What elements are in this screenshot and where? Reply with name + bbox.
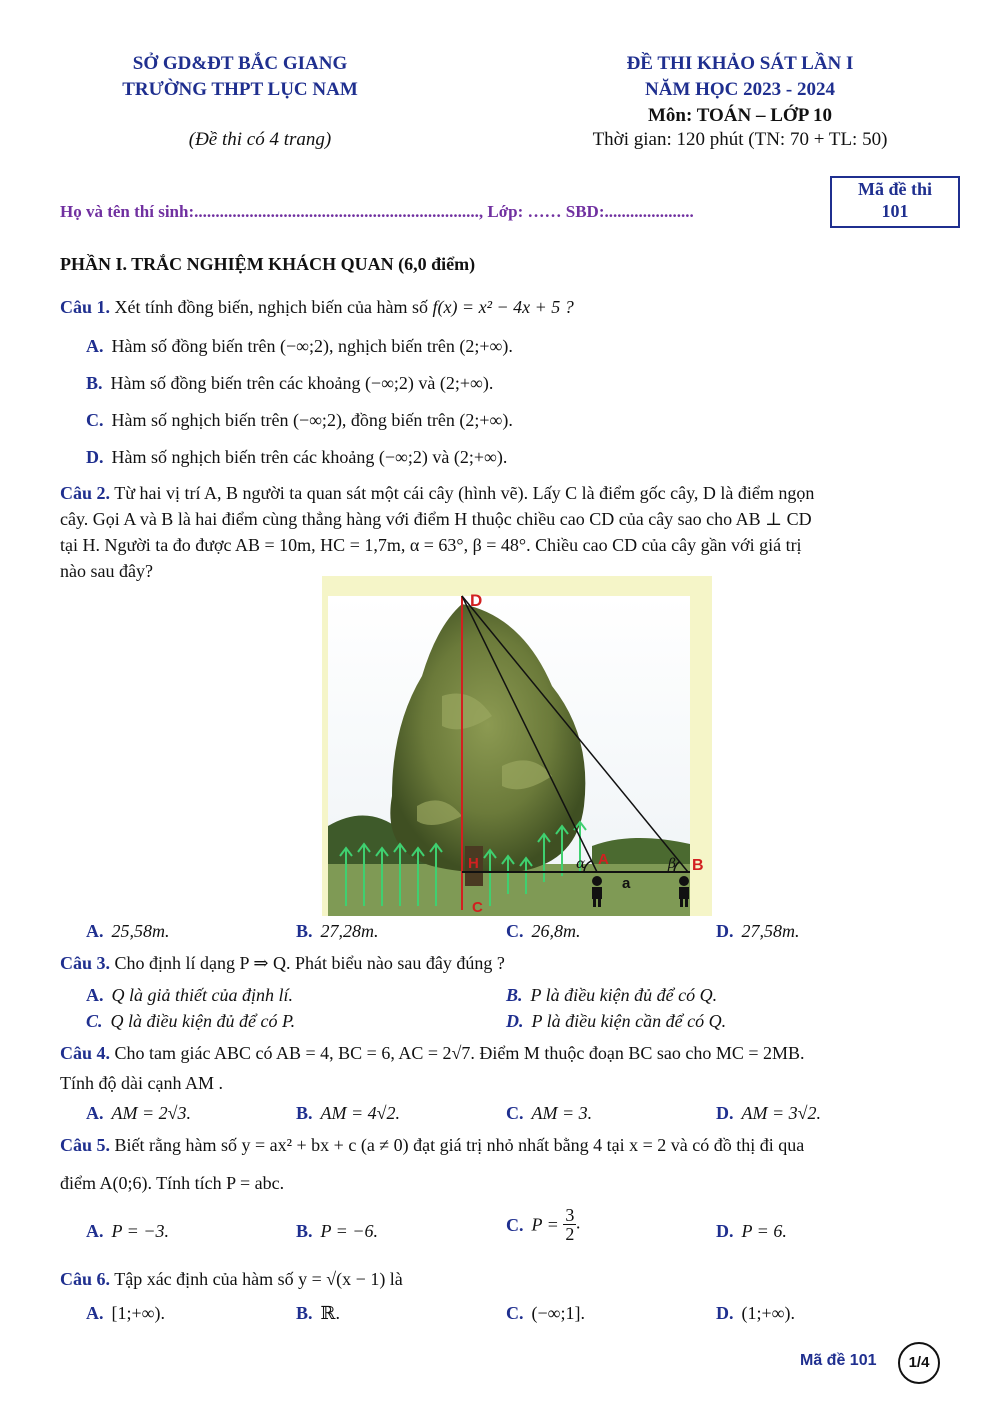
q6-option-a[interactable]: A. [1;+∞). — [86, 1303, 165, 1323]
q4-option-b[interactable]: B. AM = 4√2. — [296, 1103, 401, 1123]
q1-option-d[interactable]: D. Hàm số nghịch biến trên các khoảng (−∞;2) và (2;+∞). — [86, 447, 508, 467]
q2-option-d[interactable]: D. 27,58m. — [716, 921, 800, 941]
q3-option-d[interactable]: D. P là điều kiện cần để có Q. — [506, 1011, 727, 1031]
dept-name: SỞ GD&ĐT BẮC GIANG — [132, 53, 348, 74]
exam-code-label: Mã đề thi — [858, 179, 932, 199]
page-number-badge: 1/4 — [898, 1342, 940, 1384]
q2-option-a[interactable]: A. 25,58m. — [86, 921, 170, 941]
q5-label: Câu 5. — [60, 1135, 111, 1155]
q2-option-b[interactable]: B. 27,28m. — [296, 921, 379, 941]
q1-label: Câu 1. — [60, 297, 111, 317]
q5-line2: điểm A(0;6). Tính tích P = abc. — [60, 1173, 285, 1193]
q1-stem — [60, 294, 574, 320]
beta-symbol: β — [668, 856, 677, 872]
q6-stem — [60, 1266, 403, 1292]
q5-option-d[interactable]: D. P = 6. — [716, 1221, 787, 1241]
school-year: NĂM HỌC 2023 - 2024 — [645, 79, 835, 100]
q4-option-c[interactable]: C. AM = 3. — [506, 1103, 593, 1123]
tree-figure — [322, 576, 712, 916]
q5-option-b[interactable]: B. P = −6. — [296, 1221, 378, 1241]
q6-text: Tập xác định của hàm số y = √(x − 1) là — [114, 1269, 403, 1289]
q6-option-c[interactable]: C. (−∞;1]. — [506, 1303, 585, 1323]
section-title: PHẦN I. TRẮC NGHIỆM KHÁCH QUAN (6,0 điểm) — [60, 254, 476, 274]
q3-option-a[interactable]: A. Q là giả thiết của định lí. — [86, 985, 293, 1005]
footer-exam-code: Mã đề 101 — [800, 1352, 877, 1369]
exam-code-value: 101 — [881, 201, 909, 221]
q5-stem — [60, 1132, 950, 1196]
q1-text: Xét tính đồng biến, nghịch biến của hàm số — [114, 297, 428, 317]
q2-line2: cây. Gọi A và B là hai điểm cùng thẳng hàng với điểm H thuộc chiều cao CD của cây sao cho AB ⊥ CD — [60, 509, 812, 529]
q6-option-d[interactable]: D. (1;+∞). — [716, 1303, 795, 1323]
q4-stem — [60, 1040, 950, 1096]
q2-line3: tại H. Người ta đo được AB = 10m, HC = 1,7m, α = 63°, β = 48°. Chiều cao CD của cây gần với giá trị — [60, 535, 802, 555]
q3-label: Câu 3. — [60, 953, 111, 973]
label-c: C — [472, 899, 483, 916]
exam-title: ĐỀ THI KHẢO SÁT LẦN I — [626, 53, 854, 74]
label-segment-a: a — [622, 875, 631, 892]
page-count-note: (Đề thi có 4 trang) — [188, 129, 332, 150]
q2-option-c[interactable]: C. 26,8m. — [506, 921, 581, 941]
candidate-info-line: Họ và tên thí sinh:..................................................................., Lớp: …… SBD:..................... — [60, 202, 694, 221]
time-limit: Thời gian: 120 phút (TN: 70 + TL: 50) — [592, 129, 888, 150]
label-d: D — [470, 591, 483, 610]
q4-label: Câu 4. — [60, 1043, 111, 1063]
q2-line1: Từ hai vị trí A, B người ta quan sát một cái cây (hình vẽ). Lấy C là điểm gốc cây, D là điểm ngọn — [114, 483, 815, 503]
q4-line1: Cho tam giác ABC có AB = 4, BC = 6, AC = 2√7. Điểm M thuộc đoạn BC sao cho MC = 2MB. — [114, 1043, 805, 1063]
q1-option-c[interactable]: C. Hàm số nghịch biến trên (−∞;2), đồng biến trên (2;+∞). — [86, 410, 513, 430]
q6-option-b[interactable]: B. ℝ. — [296, 1303, 340, 1323]
q3-option-b[interactable]: B. P là điều kiện đủ để có Q. — [506, 985, 718, 1005]
q5-option-a[interactable]: A. P = −3. — [86, 1221, 169, 1241]
q5-option-c[interactable]: C. P = $\frac{3}{2}$ . — [506, 1205, 581, 1244]
q2-stem — [60, 480, 950, 584]
label-a: A — [598, 851, 609, 868]
q4-line2: Tính độ dài cạnh AM . — [60, 1073, 223, 1093]
exam-code-box — [830, 176, 960, 228]
q4-option-d[interactable]: D. AM = 3√2. — [716, 1103, 822, 1123]
alpha-symbol: α — [576, 856, 586, 872]
q5-c-fraction: $\frac{3}{2}$ — [565, 1205, 575, 1244]
q5-line1: Biết rằng hàm số y = ax² + bx + c (a ≠ 0) đạt giá trị nhỏ nhất bằng 4 tại x = 2 và có đồ thị đi qua — [114, 1135, 805, 1155]
school-name: TRƯỜNG THPT LỤC NAM — [122, 79, 358, 100]
q2-line4: nào sau đây? — [60, 561, 153, 581]
q6-label: Câu 6. — [60, 1269, 111, 1289]
q1-option-b[interactable]: B. Hàm số đồng biến trên các khoảng (−∞;2) và (2;+∞). — [86, 373, 494, 393]
subject: Môn: TOÁN – LỚP 10 — [647, 105, 833, 126]
q1-option-a[interactable]: A. Hàm số đồng biến trên (−∞;2), nghịch biến trên (2;+∞). — [86, 336, 513, 356]
q4-option-a[interactable]: A. AM = 2√3. — [86, 1103, 192, 1123]
q1-formula: f(x) = x² − 4x + 5 ? — [432, 297, 574, 317]
label-h: H — [468, 855, 479, 872]
q3-text: Cho định lí dạng P ⇒ Q. Phát biểu nào sau đây đúng ? — [114, 953, 505, 973]
q2-label: Câu 2. — [60, 483, 111, 503]
q3-stem — [60, 950, 505, 976]
label-b: B — [692, 857, 704, 874]
q3-option-c[interactable]: C. Q là điều kiện đủ để có P. — [86, 1011, 296, 1031]
